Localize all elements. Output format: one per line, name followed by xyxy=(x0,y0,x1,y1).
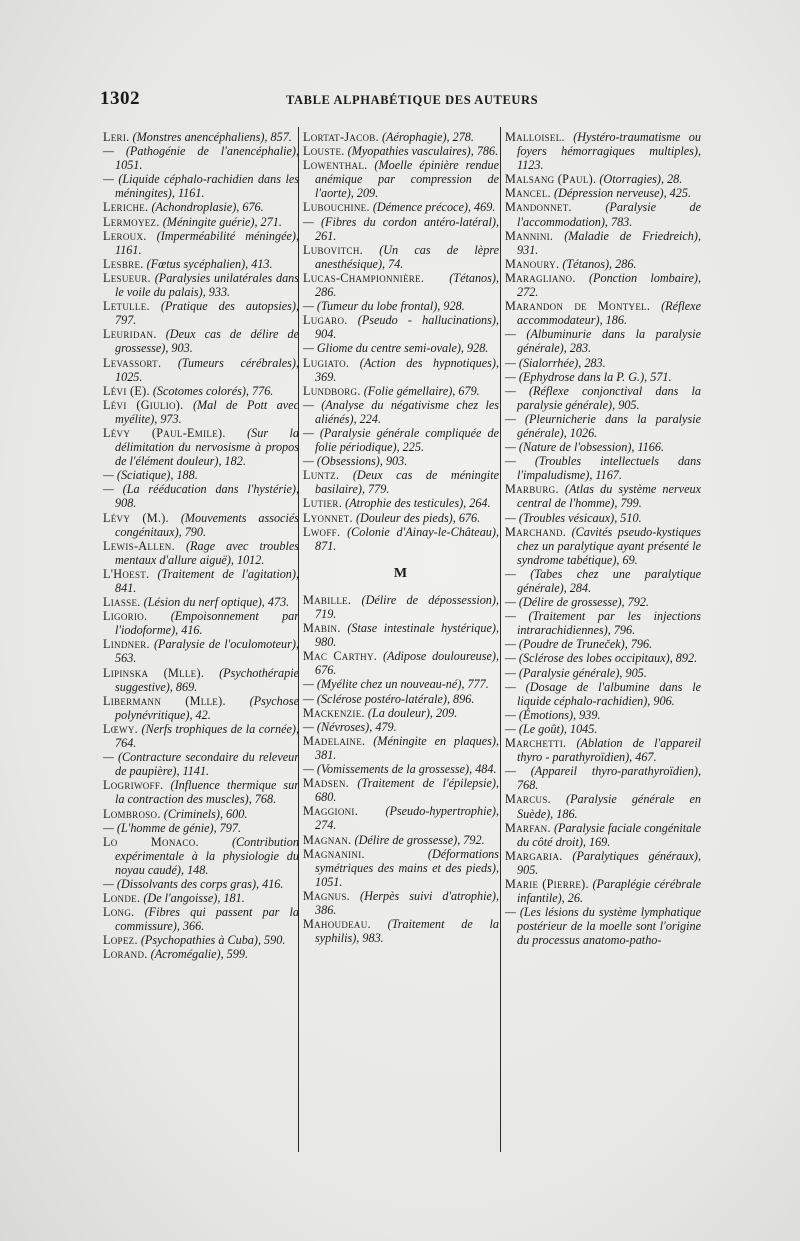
index-entry xyxy=(303,734,499,762)
entry-reference: (Délire de grossesse), 792. xyxy=(354,832,485,847)
author-name: Libermann (Mlle). xyxy=(103,693,226,708)
entry-reference: (Paralysie générale en Suède), 186. xyxy=(517,792,701,821)
entry-reference: — (La rééducation dans l'hystérie), 908. xyxy=(103,482,299,511)
author-name: Lévi (E). xyxy=(103,383,150,398)
index-entry xyxy=(303,706,499,720)
index-entry xyxy=(303,271,499,299)
index-entry xyxy=(103,891,299,905)
entry-reference: — (Dissolvants des corps gras), 416. xyxy=(103,876,284,891)
index-entry xyxy=(103,595,299,609)
entry-reference: (Moelle épinière rendue anémique par compression de l'aorte), 209. xyxy=(315,158,500,201)
index-entry xyxy=(103,299,299,327)
entry-reference: (Psychopathies à Cuba), 590. xyxy=(140,933,286,948)
index-entry xyxy=(103,877,299,891)
author-name: Leuridan. xyxy=(103,327,157,342)
author-name: Marcus. xyxy=(505,792,551,807)
author-name: L'Hoest. xyxy=(103,566,150,581)
index-entry xyxy=(303,692,499,706)
entry-reference: (Imperméabilité méningée), 1161. xyxy=(115,228,299,257)
entry-reference: — Gliome du centre semi-ovale), 928. xyxy=(303,341,489,356)
author-name: Mac Carthy. xyxy=(303,649,378,664)
author-name: Lévi (Giulio). xyxy=(103,397,184,412)
author-name: Lugiato. xyxy=(303,355,350,370)
index-entry xyxy=(303,847,499,889)
entry-reference: — (Traitement par les injections intrarachidiennes), 796. xyxy=(505,609,701,638)
author-name: Lesueur. xyxy=(103,270,151,285)
entry-reference: — (Ephydrose dans la P. G.), 571. xyxy=(505,369,672,384)
author-name: Marfan. xyxy=(505,820,551,835)
entry-reference: — (Contracture secondaire du releveur de paupière), 1141. xyxy=(103,750,299,779)
entry-reference: — (Pathogénie de l'anencéphalie), 1051. xyxy=(103,144,299,173)
index-entry xyxy=(505,440,701,454)
index-entry xyxy=(303,776,499,804)
index-entry xyxy=(103,398,299,426)
page-number: 1302 xyxy=(100,88,140,109)
index-entry xyxy=(505,299,701,327)
entry-reference: (Déformations symétriques des mains et des pieds), 1051. xyxy=(315,846,499,889)
index-entry xyxy=(303,496,499,510)
index-entry xyxy=(505,229,701,257)
index-entry xyxy=(103,468,299,482)
index-entry xyxy=(505,666,701,680)
index-entry xyxy=(303,621,499,649)
author-name: Lœwy. xyxy=(103,721,138,736)
entry-reference: — (Appareil thyro-parathyroïdien), 768. xyxy=(505,764,701,793)
entry-reference: (Ablation de l'appareil thyro - parathyroïdien), 467. xyxy=(517,736,701,765)
entry-reference: (Otorragies), 28. xyxy=(599,172,683,187)
entry-reference: (Action des hypnotiques), 369. xyxy=(315,355,499,384)
entry-reference: (Hystéro-traumatisme ou foyers hémorragiques multiples), 1123. xyxy=(517,130,701,173)
author-name: Margaria. xyxy=(505,848,563,863)
entry-reference: — (Paralysie générale compliquée de folie périodique), 225. xyxy=(303,425,499,455)
author-name: Long. xyxy=(103,905,135,920)
entry-reference: (Ponction lombaire), 272. xyxy=(517,270,701,300)
index-entry xyxy=(103,778,299,806)
author-name: Magnanini. xyxy=(303,846,365,861)
author-name: Manoury. xyxy=(505,256,560,271)
index-column-2 xyxy=(303,130,499,945)
index-entry xyxy=(505,792,701,820)
author-name: Marburg. xyxy=(505,482,559,497)
entry-reference: — (Albuminurie dans la paralysie générale), 283. xyxy=(505,327,701,356)
index-entry xyxy=(303,341,499,355)
entry-reference: (Réflexe accommodateur), 186. xyxy=(517,299,701,328)
entry-reference: (Influence thermique sur la contraction des muscles), 768. xyxy=(115,778,299,807)
author-name: Lewis-Allen. xyxy=(103,538,175,553)
index-entry xyxy=(303,917,499,945)
index-entry xyxy=(303,762,499,776)
entry-reference: (Achondroplasie), 676. xyxy=(151,200,264,215)
author-name: Madsen. xyxy=(303,776,349,791)
entry-reference: (Atlas du système nerveux central de l'homme), 799. xyxy=(517,482,701,511)
entry-reference: — (Délire de grossesse), 792. xyxy=(505,595,649,610)
entry-reference: (Délire de dépossession), 719. xyxy=(315,592,500,621)
author-name: Mabin. xyxy=(303,621,341,636)
entry-reference: (Tumeurs cérébrales), 1025. xyxy=(115,355,299,384)
author-name: Lombroso. xyxy=(103,806,161,821)
index-entry xyxy=(303,649,499,677)
index-entry xyxy=(505,130,701,172)
index-entry xyxy=(505,722,701,736)
index-column-1 xyxy=(103,130,299,962)
author-name: Magnus. xyxy=(303,888,350,903)
index-entry xyxy=(303,426,499,454)
entry-reference: — (Dosage de l'albumine dans le liquide céphalo-rachidien), 906. xyxy=(505,679,701,708)
author-name: Lévy (M.). xyxy=(103,510,169,525)
index-entry xyxy=(303,313,499,341)
index-entry xyxy=(505,764,701,792)
entry-reference: (Paralysies unilatérales dans le voile du palais), 933. xyxy=(115,270,299,300)
index-entry xyxy=(505,370,701,384)
index-entry xyxy=(303,677,499,691)
index-entry xyxy=(103,539,299,567)
index-entry xyxy=(505,257,701,271)
entry-reference: (Pseudo-hypertrophie), 274. xyxy=(315,804,499,833)
running-title: TABLE ALPHABÉTIQUE DES AUTEURS xyxy=(286,93,539,107)
index-entry xyxy=(505,200,701,228)
index-entry xyxy=(103,666,299,694)
author-name: Malloisel. xyxy=(505,130,565,144)
index-entry xyxy=(303,468,499,496)
author-name: Magnan. xyxy=(303,832,352,847)
author-name: Lévy (Paul-Emile). xyxy=(103,425,226,440)
index-entry xyxy=(303,511,499,525)
author-name: Lesbre. xyxy=(103,256,144,271)
index-entry xyxy=(303,243,499,271)
author-name: Mancel. xyxy=(505,186,551,201)
index-entry xyxy=(103,130,299,144)
author-name: Marchand. xyxy=(505,524,567,539)
author-name: Luntz. xyxy=(303,468,340,483)
page-header xyxy=(100,88,700,112)
entry-reference: — (Troubles vésicaux), 510. xyxy=(505,510,642,525)
entry-reference: (Acromégalie), 599. xyxy=(150,947,248,962)
entry-reference: (De l'angoisse), 181. xyxy=(143,891,245,906)
entry-reference: — (Le goût), 1045. xyxy=(505,721,598,736)
author-name: Leriche. xyxy=(103,200,149,215)
entry-reference: (Dépression nerveuse), 425. xyxy=(554,186,691,201)
author-name: Lopez. xyxy=(103,933,138,948)
index-entry xyxy=(103,144,299,172)
entry-reference: (Paralysie faciale congénitale du côté droit), 169. xyxy=(517,820,701,849)
index-entry xyxy=(103,637,299,665)
author-name: Maggioni. xyxy=(303,804,359,819)
entry-reference: (Paralysie de l'oculomoteur), 563. xyxy=(115,637,299,666)
author-name: Leri. xyxy=(103,130,130,144)
entry-reference: — (Émotions), 939. xyxy=(505,707,601,722)
index-entry xyxy=(303,804,499,832)
author-name: Lowenthal. xyxy=(303,158,368,173)
entry-reference: — (Analyse du négativisme chez les aliénés), 224. xyxy=(303,397,499,426)
entry-reference: — (Poudre de Truneček), 796. xyxy=(505,637,653,652)
author-name: Letulle. xyxy=(103,299,150,314)
entry-reference: — (Troubles intellectuels dans l'impaludisme), 1167. xyxy=(505,454,701,483)
author-name: Lindner. xyxy=(103,637,150,652)
index-entry xyxy=(303,833,499,847)
index-entry xyxy=(103,356,299,384)
entry-reference: — (Liquide céphalo-rachidien dans les méningites), 1161. xyxy=(103,172,299,201)
index-entry xyxy=(103,905,299,933)
index-entry xyxy=(303,200,499,214)
author-name: Marchetti. xyxy=(505,736,567,751)
index-entry xyxy=(303,356,499,384)
index-entry xyxy=(505,905,701,947)
column-2-entries-after xyxy=(303,593,499,945)
author-name: Lutier. xyxy=(303,496,343,511)
author-name: Marie (Pierre). xyxy=(505,876,589,891)
index-entry xyxy=(103,229,299,257)
author-name: Mandonnet. xyxy=(505,200,572,215)
entry-reference: (Stase intestinale hystérique), 980. xyxy=(315,621,499,650)
entry-reference: (Lésion du nerf optique), 473. xyxy=(143,595,290,610)
author-name: Logriwoff. xyxy=(103,778,164,793)
index-entry xyxy=(505,454,701,482)
entry-reference: — (Nature de l'obsession), 1166. xyxy=(505,440,665,455)
entry-reference: (Douleur des pieds), 676. xyxy=(355,510,481,525)
author-name: Liasse. xyxy=(103,595,141,610)
index-entry xyxy=(505,637,701,651)
index-entry xyxy=(505,680,701,708)
index-entry xyxy=(303,525,499,553)
index-entry xyxy=(103,750,299,778)
column-2-entries-before xyxy=(303,130,499,553)
entry-reference: (Cavités pseudo-kystiques chez un paralytique ayant présenté le syndrome tabétique), 69. xyxy=(517,524,701,567)
entry-reference: (Paralysie de l'accommodation), 783. xyxy=(517,200,701,229)
index-entry xyxy=(103,933,299,947)
index-entry xyxy=(103,172,299,200)
index-entry xyxy=(103,215,299,229)
author-name: Lwoff. xyxy=(303,524,341,539)
index-entry xyxy=(303,398,499,426)
index-entry xyxy=(303,889,499,917)
entry-reference: — (Obsessions), 903. xyxy=(303,454,408,469)
entry-reference: (Herpès suivi d'atrophie), 386. xyxy=(315,888,500,917)
author-name: Lortat-Jacob. xyxy=(303,130,379,144)
author-name: Londe. xyxy=(103,891,141,906)
entry-reference: (Maladie de Friedreich), 931. xyxy=(517,228,701,257)
entry-reference: — (Fibres du cordon antéro-latéral), 261. xyxy=(303,214,499,243)
index-entry xyxy=(103,511,299,539)
entry-reference: (Traitement de l'épilepsie), 680. xyxy=(315,776,499,805)
index-entry xyxy=(103,384,299,398)
index-entry xyxy=(103,567,299,595)
entry-reference: (Un cas de lèpre anesthésique), 74. xyxy=(315,242,500,271)
author-name: Lorand. xyxy=(103,947,148,962)
entry-reference: (Colonie d'Ainay-le-Château), 871. xyxy=(315,524,499,553)
entry-reference: (Adipose douloureuse), 676. xyxy=(315,649,499,678)
author-name: Malsang (Paul). xyxy=(505,172,597,187)
entry-reference: — (Réflexe conjonctival dans la paralysie générale), 905. xyxy=(505,383,701,412)
author-name: Mahoudeau. xyxy=(303,917,371,932)
entry-reference: — (Pleurnicherie dans la paralysie générale), 1026. xyxy=(505,411,701,440)
author-name: Mabille. xyxy=(303,592,352,607)
index-entry xyxy=(303,215,499,243)
entry-reference: (Psychothérapie suggestive), 869. xyxy=(115,665,299,694)
column-rule-2 xyxy=(500,127,501,1152)
index-entry xyxy=(103,694,299,722)
index-entry xyxy=(103,482,299,510)
entry-reference: (Méningite guérie), 271. xyxy=(162,214,282,229)
index-entry xyxy=(103,257,299,271)
author-name: Lundborg. xyxy=(303,383,361,398)
entry-reference: — (Paralysie générale), 905. xyxy=(505,665,647,680)
author-name: Lubovitch. xyxy=(303,242,363,257)
index-entry xyxy=(303,158,499,200)
entry-reference: (Psychose polynévritique), 42. xyxy=(115,693,300,722)
entry-reference: — (Vomissements de la grossesse), 484. xyxy=(303,762,497,777)
index-entry xyxy=(103,722,299,750)
index-entry xyxy=(505,736,701,764)
entry-reference: — (Sclérose postéro-latérale), 896. xyxy=(303,691,475,706)
entry-reference: (Fibres qui passent par la commissure), 366. xyxy=(115,905,299,934)
index-entry xyxy=(103,200,299,214)
index-entry xyxy=(303,299,499,313)
entry-reference: (Contribution expérimentale à la physiologie du noyau caudé), 148. xyxy=(115,834,299,877)
index-entry xyxy=(103,271,299,299)
index-entry xyxy=(103,327,299,355)
index-entry xyxy=(505,651,701,665)
entry-reference: — (L'homme de génie), 797. xyxy=(103,820,241,835)
entry-reference: (Mal de Pott avec myélite), 973. xyxy=(115,397,300,426)
entry-reference: (Tétanos), 286. xyxy=(315,270,499,300)
entry-reference: — (Les lésions du système lymphatique postérieur de la moelle sont l'origine du processus anatomo-patho- xyxy=(505,905,701,948)
entry-reference: (Folie gémellaire), 679. xyxy=(363,383,480,398)
index-entry xyxy=(505,849,701,877)
entry-reference: (Mouvements associés congénitaux), 790. xyxy=(115,510,299,539)
entry-reference: (Atrophie des testicules), 264. xyxy=(345,496,491,511)
index-entry xyxy=(303,720,499,734)
entry-reference: (Pseudo - hallucinations), 904. xyxy=(315,313,499,342)
index-entry xyxy=(303,130,499,144)
author-name: Leroux. xyxy=(103,228,147,243)
entry-reference: (Myopathies vasculaires), 786. xyxy=(347,144,499,159)
author-name: Lubouchine. xyxy=(303,200,370,215)
index-entry xyxy=(505,511,701,525)
entry-reference: — (Sialorrhée), 283. xyxy=(505,355,606,370)
entry-reference: (Démence précoce), 469. xyxy=(372,200,496,215)
entry-reference: (Empoisonnement par l'iodoforme), 416. xyxy=(115,609,300,638)
index-entry xyxy=(505,327,701,355)
author-name: Marandon de Montyel. xyxy=(505,299,651,314)
entry-reference: — (Tabes chez une paralytique générale), 284. xyxy=(505,566,701,595)
section-letter: M xyxy=(393,565,409,581)
entry-reference: (Paralytiques généraux), 905. xyxy=(517,848,702,877)
author-name: Lipinska (Mlle). xyxy=(103,665,205,680)
entry-reference: (La douleur), 209. xyxy=(367,705,458,720)
index-entry xyxy=(103,947,299,961)
index-entry xyxy=(505,412,701,440)
index-entry xyxy=(505,708,701,722)
entry-reference: (Fœtus sycéphalien), 413. xyxy=(146,256,273,271)
index-entry xyxy=(303,593,499,621)
index-entry xyxy=(505,186,701,200)
author-name: Lyonnet. xyxy=(303,510,353,525)
entry-reference: — (Tumeur du lobe frontal), 928. xyxy=(303,299,465,314)
author-name: Lugaro. xyxy=(303,313,348,328)
author-name: Mackenzie. xyxy=(303,705,365,720)
index-column-3 xyxy=(505,130,701,947)
index-entry xyxy=(103,426,299,468)
index-entry xyxy=(303,384,499,398)
entry-reference: (Traitement de l'agitation), 841. xyxy=(115,566,299,595)
entry-reference: (Sur la délimitation du nervosisme à propos de l'élément douleur), 182. xyxy=(115,425,300,469)
entry-reference: (Deux cas de méningite basilaire), 779. xyxy=(315,468,499,497)
index-entry xyxy=(103,807,299,821)
entry-reference: (Deux cas de délire de grossesse), 903. xyxy=(115,327,299,356)
entry-reference: — (Myélite chez un nouveau-né), 777. xyxy=(303,677,489,692)
index-entry xyxy=(505,609,701,637)
index-entry xyxy=(505,482,701,510)
index-entry xyxy=(505,384,701,412)
entry-reference: (Criminels), 600. xyxy=(163,806,248,821)
index-entry xyxy=(505,525,701,567)
index-entry xyxy=(505,595,701,609)
entry-reference: (Tétanos), 286. xyxy=(562,256,637,271)
author-name: Lermoyez. xyxy=(103,214,160,229)
entry-reference: (Paraplégie cérébrale infantile), 26. xyxy=(517,876,701,906)
entry-reference: — (Sclérose des lobes occipitaux), 892. xyxy=(505,651,698,666)
author-name: Mannini. xyxy=(505,228,554,243)
index-entry xyxy=(505,567,701,595)
entry-reference: (Monstres anencéphaliens), 857. xyxy=(132,130,292,144)
index-entry xyxy=(103,609,299,637)
index-entry xyxy=(103,835,299,877)
entry-reference: (Rage avec troubles mentaux d'allure aiguë), 1012. xyxy=(115,538,300,567)
entry-reference: (Nerfs trophiques de la cornée), 764. xyxy=(115,721,300,751)
index-entry xyxy=(103,821,299,835)
index-entry xyxy=(303,454,499,468)
author-name: Maragliano. xyxy=(505,270,576,285)
entry-reference: (Scotomes colorés), 776. xyxy=(152,383,274,398)
index-entry xyxy=(505,356,701,370)
entry-reference: — (Sciatique), 188. xyxy=(103,468,198,483)
author-name: Lo Monaco. xyxy=(103,834,199,849)
index-entry xyxy=(505,877,701,905)
author-name: Madelaine. xyxy=(303,733,366,748)
index-entry xyxy=(505,172,701,186)
index-entry xyxy=(505,821,701,849)
entry-reference: (Pratique des autopsies), 797. xyxy=(115,299,299,328)
author-name: Levassort. xyxy=(103,355,162,370)
entry-reference: (Aérophagie), 278. xyxy=(381,130,474,144)
author-name: Lucas-Championnière. xyxy=(303,270,425,285)
index-entry xyxy=(505,271,701,299)
entry-reference: — (Névroses), 479. xyxy=(303,719,397,734)
author-name: Louste. xyxy=(303,144,345,159)
author-name: Ligorio. xyxy=(103,609,148,624)
entry-reference: (Traitement de la syphilis), 983. xyxy=(315,917,499,946)
entry-reference: (Méningite en plaques), 381. xyxy=(315,733,499,762)
index-entry xyxy=(303,144,499,158)
